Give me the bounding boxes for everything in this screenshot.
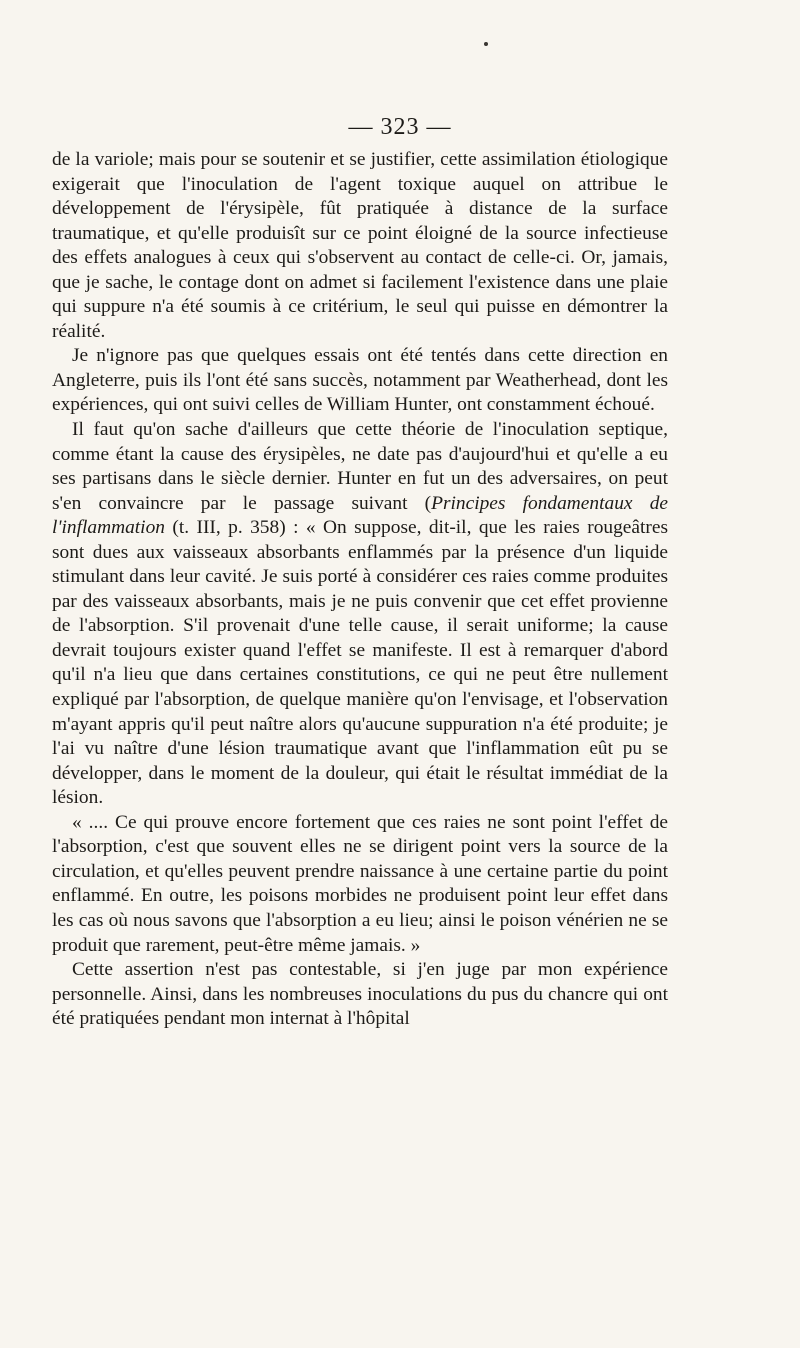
paragraph-2: Je n'ignore pas que quelques essais ont été tentés dans cette direction en Angleterre, puis ils l'ont été sans succès, notamment par Weatherhead, dont les expériences, qui ont suivi celles de William Hunter, ont constamment échoué. — [52, 345, 668, 416]
body-text — [52, 148, 668, 1032]
paragraph-1: de la variole; mais pour se soutenir et se justifier, cette assimilation étiologique exigerait que l'inoculation de l'agent toxique auquel on attribue le développement de l'érysipèle, fût pratiquée à distance de la surface traumatique, et qu'elle produisît sur ce point éloigné de la source infectieuse des effets analogues à ceux qui s'observent au contact de celle-ci. Or, jamais, que je sache, le contage dont on admet si facilement l'existence dans une plaie qui suppure n'a été soumis à ce critérium, le seul qui puisse en démontrer la réalité. — [52, 149, 668, 342]
paragraph-3-text-after: (t. III, p. 358) : « On suppose, dit-il, que les raies rougeâtres sont dues aux vaisseaux absorbants enflammés par la présence d'un liquide stimulant dans leur cavité. Je suis porté à considérer ces raies comme produites par des vaisseaux absorbants, mais je ne puis convenir que cet effet provienne de l'absorption. S'il provenait d'une telle cause, il serait uniforme; la cause devrait toujours exister quand l'effet se manifeste. Il est à remarquer d'abord qu'il n'a lieu que dans certaines constitutions, ce qui ne peut être nullement expliqué par l'absorption, de quelque manière qu'on l'envisage, et l'observation m'ayant appris qu'il peut naître alors qu'aucune suppuration n'a été produite; je l'ai vu naître d'une lésion traumatique avant que l'inflammation eût pu se développer, dans le moment de la douleur, qui était le résultat immédiat de la lésion. — [52, 517, 668, 809]
paragraph-3 — [52, 418, 668, 811]
book-title-italic: Principes fondamentaux de l'inflammation — [52, 492, 668, 539]
paragraph-3-text-before: Il faut qu'on sache d'ailleurs que cette théorie de l'inoculation septique, comme étant la cause des érysipèles, ne date pas d'aujourd'hui et qu'elle a eu ses partisans dans le siècle dernier. Hunter en fut un des adversaires, on peut s'en convaincre par le passage suivant ( — [52, 419, 668, 514]
paragraph-4: « .... Ce qui prouve encore fortement que ces raies ne sont point l'effet de l'absorption, c'est que souvent elles ne se dirigent point vers la source de la circulation, et qu'elles peuvent prendre naissance à une certaine partie du point enflammé. En outre, les poisons morbides ne produisent point leur effet dans les cas où nous savons que l'absorption a eu lieu; ainsi le poison vénérien ne se produit que rarement, peut-être même jamais. » — [52, 811, 668, 956]
paragraph-5: Cette assertion n'est pas contestable, si j'en juge par mon expérience personnelle. Ainsi, dans les nombreuses inoculations du pus du chancre qui ont été pratiquées pendant mon internat à l'hôpital — [52, 959, 668, 1030]
ink-speck — [484, 42, 488, 46]
page-number: — 323 — — [348, 114, 452, 140]
